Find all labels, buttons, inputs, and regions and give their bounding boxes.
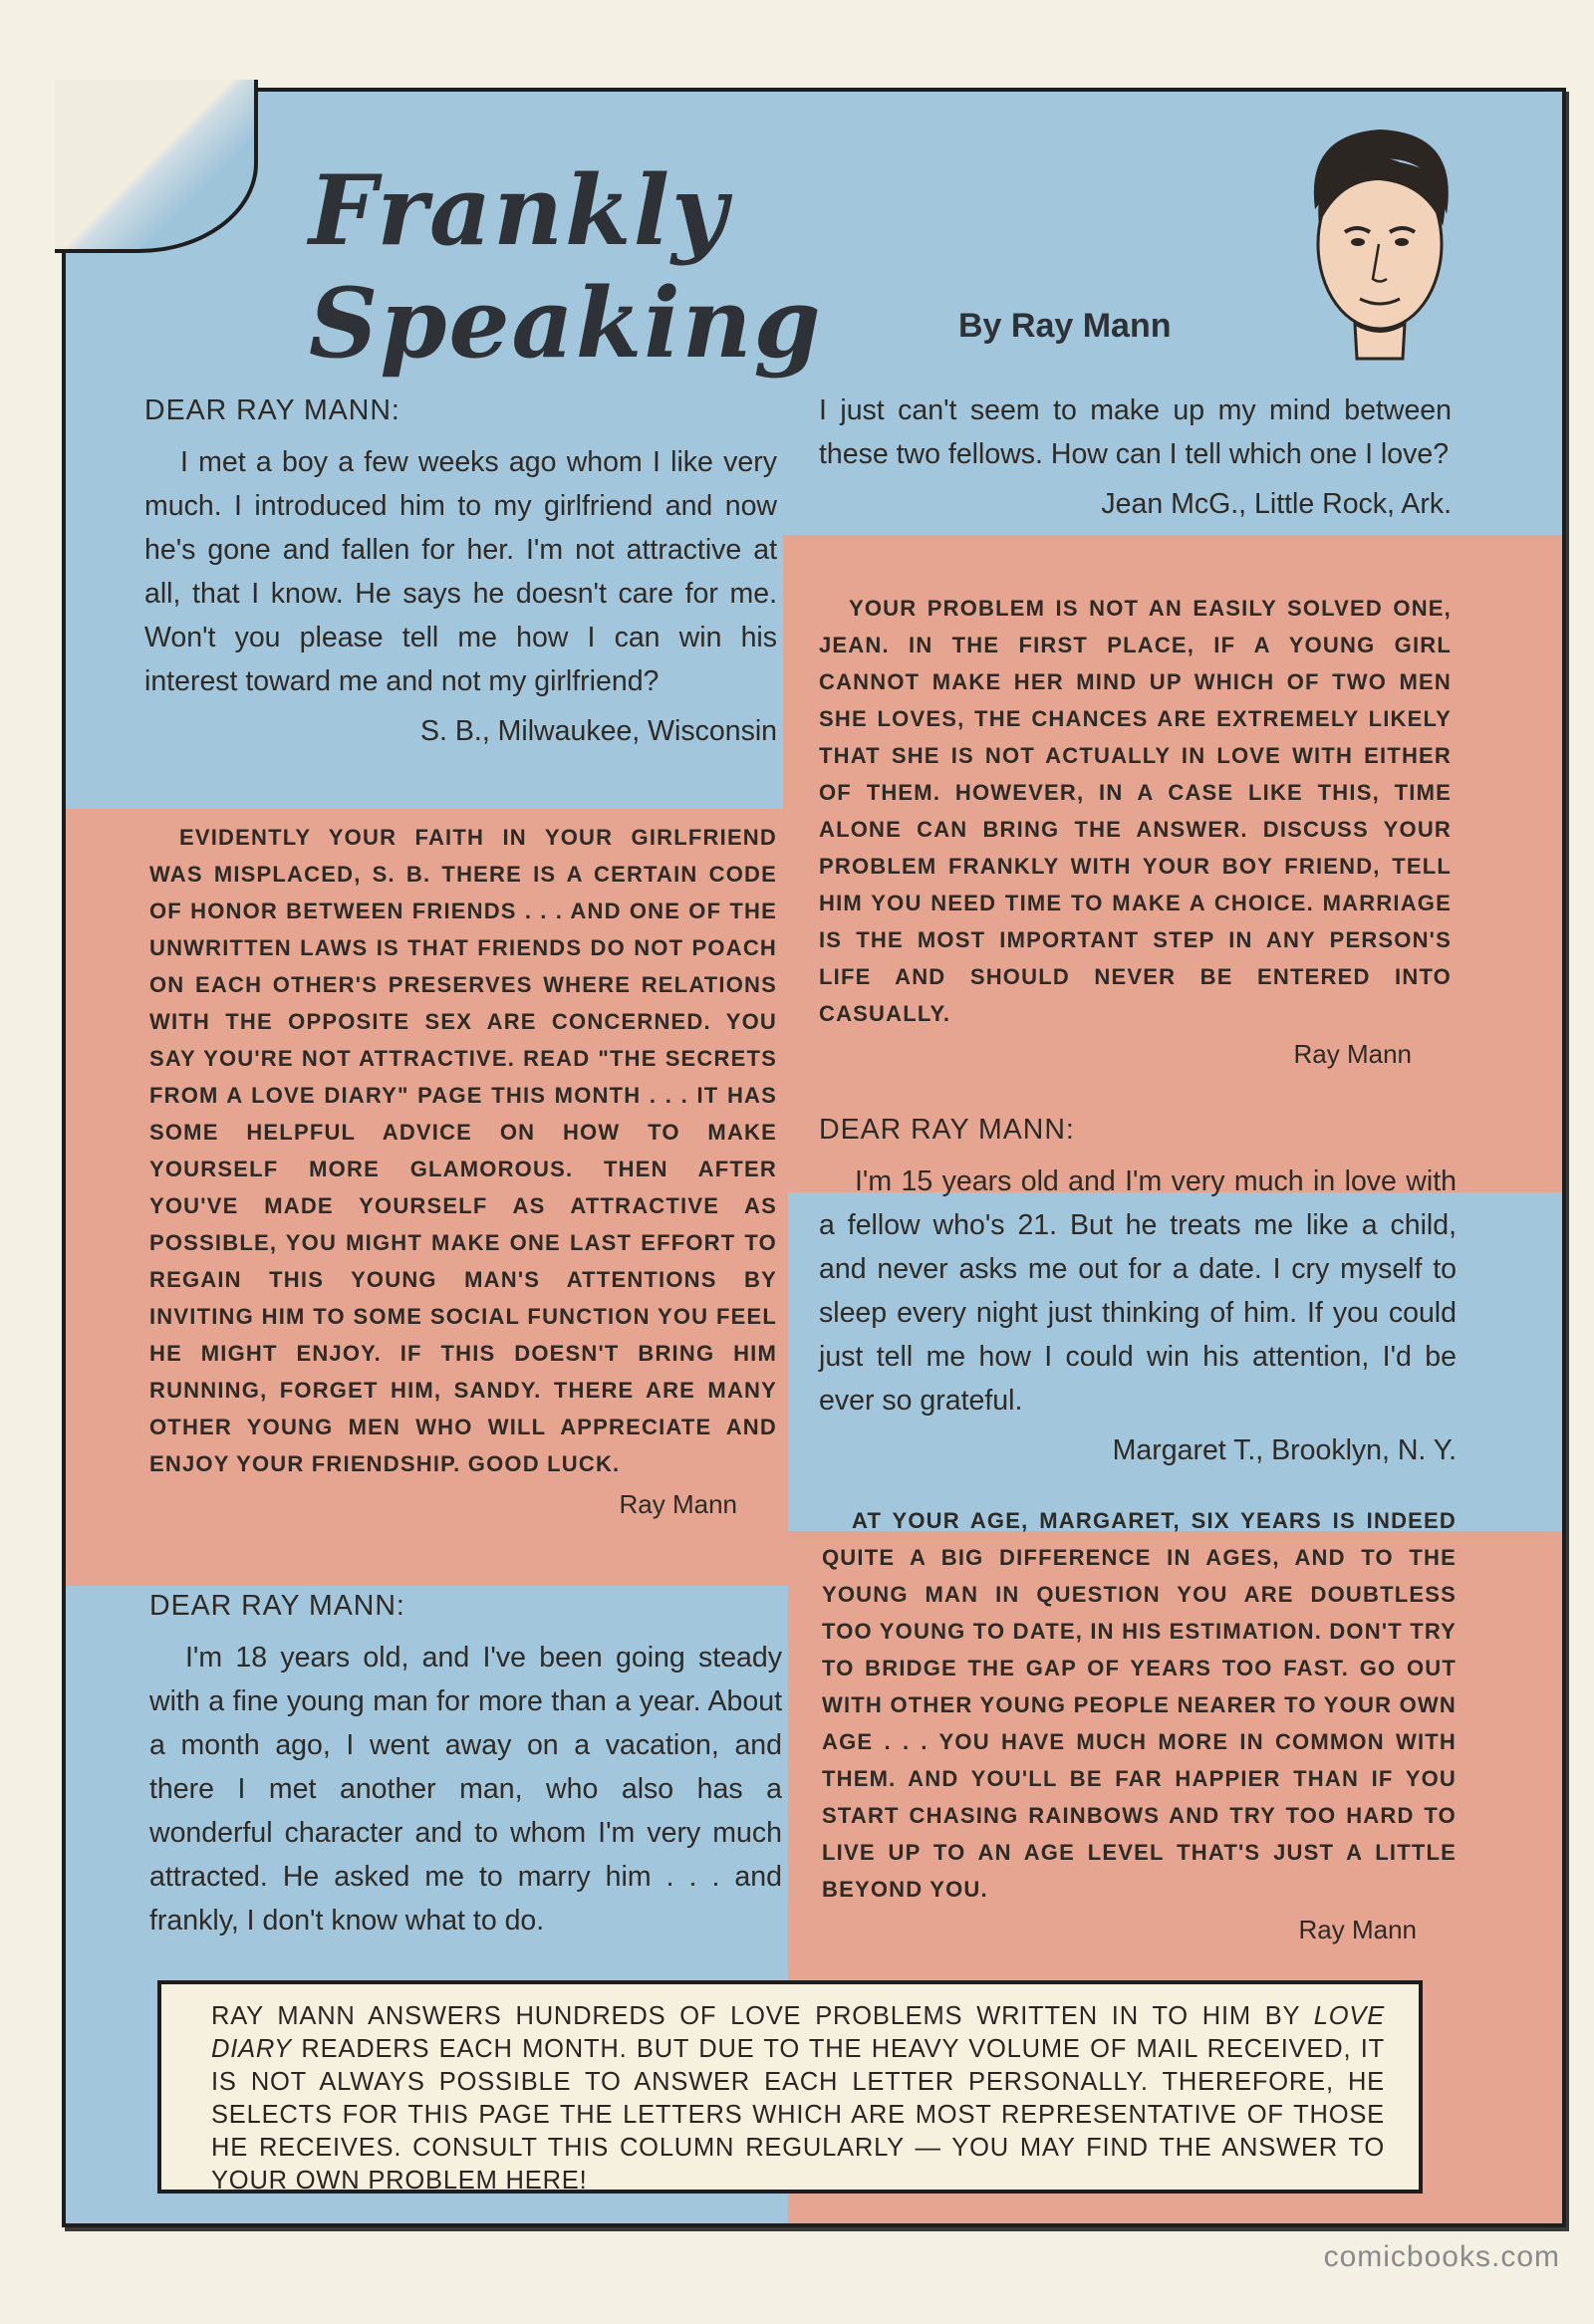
letter-1-body: I met a boy a few weeks ago whom I like very much. I introduced him to my girlfriend and now he's gone and fallen for her. I'm not attractive at all, that I know. He says he doesn't care for me. Won't you please tell me how I can win his interest toward me and not my girlfriend?: [144, 446, 777, 697]
ray-mann-portrait-icon: [1275, 115, 1484, 364]
answer-1: [149, 819, 777, 1523]
notice-magazine-title: LOVE DIARY: [211, 2002, 1385, 2063]
notice-text-part2: READERS EACH MONTH. BUT DUE TO THE HEAVY VOLUME OF MAIL RECEIVED, IT IS NOT ALWAYS POSSIBLE TO ANSWER EACH LETTER PERSONALLY. THEREFORE, HE SELECTS FOR THIS PAGE THE LETTERS WHICH ARE MOST REPRESENTATIVE OF THOSE HE RECEIVES. CONSULT THIS COLUMN REGULARLY — YOU MAY FIND THE ANSWER TO YOUR OWN PROBLEM HERE!: [211, 2035, 1385, 2195]
answer-2-signature: Ray Mann: [1293, 1039, 1412, 1069]
notice-box: [157, 1980, 1423, 2194]
page-title: Frankly Speaking: [309, 154, 823, 380]
answer-2-body: YOUR PROBLEM IS NOT AN EASILY SOLVED ONE, JEAN. IN THE FIRST PLACE, IF A YOUNG GIRL CANNOT MAKE HER MIND UP WHICH OF TWO MEN SHE LOVES, THE CHANCES ARE EXTREMELY LIKELY THAT SHE IS NOT ACTUALLY IN LOVE WITH EITHER OF THEM. HOWEVER, IN A CASE LIKE THIS, TIME ALONE CAN BRING THE ANSWER. DISCUSS YOUR PROBLEM FRANKLY WITH YOUR BOY FRIEND, TELL HIM YOU NEED TIME TO MAKE A CHOICE. MARRIAGE IS THE MOST IMPORTANT STEP IN ANY PERSON'S LIFE AND SHOULD NEVER BE ENTERED INTO CASUALLY.: [819, 596, 1452, 1026]
letter-3-signature: Margaret T., Brooklyn, N. Y.: [1112, 1434, 1457, 1466]
letter-3-body: I'm 15 years old and I'm very much in love with a fellow who's 21. But he treats me like a child, and never asks me out for a date. I cry myself to sleep every night just thinking of him. If you could just tell me how I could win his attention, I'd be ever so grateful.: [819, 1165, 1457, 1417]
answer-1-signature: Ray Mann: [619, 1489, 737, 1519]
letter-2-signature: Jean McG., Little Rock, Ark.: [1101, 488, 1452, 520]
letter-2: [149, 1584, 782, 1942]
letter-2-body-part1: I'm 18 years old, and I've been going steady with a fine young man for more than a year. About a month ago, I went away on a vacation, and there I met another man, who also has a wonderful character and to whom I'm very much attracted. He asked me to marry him . . . and frankly, I don't know what to do.: [149, 1642, 782, 1937]
answer-2: [819, 590, 1452, 1073]
letter-2-body-part2: I just can't seem to make up my mind between these two fellows. How can I tell which one I love?: [819, 394, 1452, 470]
notice-text-part1: RAY MANN ANSWERS HUNDREDS OF LOVE PROBLEMS WRITTEN IN TO HIM BY: [211, 2002, 1314, 2030]
letter-1-signature: S. B., Milwaukee, Wisconsin: [420, 715, 777, 747]
letter-3-salutation: DEAR RAY MANN:: [819, 1114, 1075, 1146]
watermark: comicbooks.com: [1323, 2240, 1560, 2273]
answer-3-body: AT YOUR AGE, MARGARET, SIX YEARS IS INDEED QUITE A BIG DIFFERENCE IN AGES, AND TO THE YOUNG MAN IN QUESTION YOU ARE DOUBTLESS TOO YOUNG TO DATE, IN HIS ESTIMATION. DON'T TRY TO BRIDGE THE GAP OF YEARS TOO FAST. GO OUT WITH OTHER YOUNG PEOPLE NEARER TO YOUR OWN AGE . . . YOU HAVE MUCH MORE IN COMMON WITH THEM. AND YOU'LL BE FAR HAPPIER THAN IF YOU START CHASING RAINBOWS AND TRY TOO HARD TO LIVE UP TO AN AGE LEVEL THAT'S JUST A LITTLE BEYOND YOU.: [822, 1508, 1457, 1902]
byline: By Ray Mann: [958, 307, 1172, 345]
letter-1-salutation: DEAR RAY MANN:: [144, 394, 400, 426]
answer-3: [822, 1502, 1457, 1948]
answer-1-body: EVIDENTLY YOUR FAITH IN YOUR GIRLFRIEND WAS MISPLACED, S. B. THERE IS A CERTAIN CODE OF HONOR BETWEEN FRIENDS . . . AND ONE OF THE UNWRITTEN LAWS IS THAT FRIENDS DO NOT POACH ON EACH OTHER'S PRESERVES WHERE RELATIONS WITH THE OPPOSITE SEX ARE CONCERNED. YOU SAY YOU'RE NOT ATTRACTIVE. READ "THE SECRETS FROM A LOVE DIARY" PAGE THIS MONTH . . . IT HAS SOME HELPFUL ADVICE ON HOW TO MAKE YOURSELF MORE GLAMOROUS. THEN AFTER YOU'VE MADE YOURSELF AS ATTRACTIVE AS POSSIBLE, YOU MIGHT MAKE ONE LAST EFFORT TO REGAIN THIS YOUNG MAN'S ATTENTIONS BY INVITING HIM TO SOME SOCIAL FUNCTION YOU FEEL HE MIGHT ENJOY. IF THIS DOESN'T BRING HIM RUNNING, FORGET HIM, SANDY. THERE ARE MANY OTHER YOUNG MEN WHO WILL APPRECIATE AND ENJOY YOUR FRIENDSHIP. GOOD LUCK.: [149, 825, 777, 1476]
letter-2-salutation: DEAR RAY MANN:: [149, 1590, 405, 1622]
letter-2-continued: [819, 388, 1452, 526]
letter-1: [144, 388, 777, 753]
letter-3: [819, 1108, 1457, 1472]
answer-3-signature: Ray Mann: [1298, 1915, 1417, 1944]
